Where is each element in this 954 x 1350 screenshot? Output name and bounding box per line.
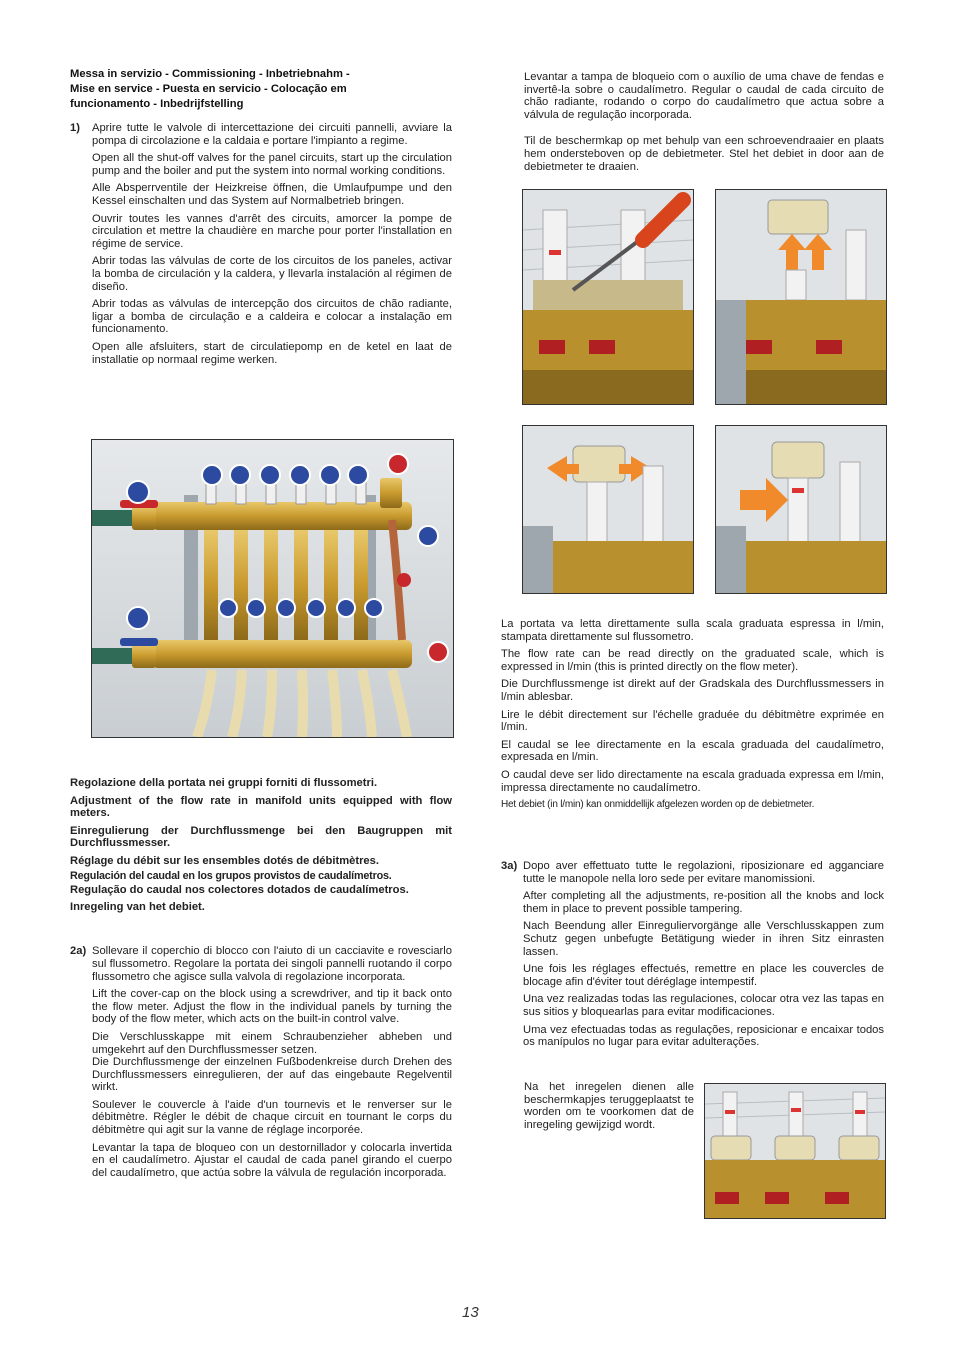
dutch-note: Na het inregelen dienen alle beschermkapjes teruggeplaatst te worden om te voorkomen dat de inregeling gewijzigd wordt.	[524, 1081, 694, 1131]
flow-headings: Regolazione della portata nei gruppi forniti di flussometri. Adjustment of the flow rate in manifold units equipped with flow meters. Einregulierung der Durchflussmenge bei den Baugruppen mit Durchflussmesser. Réglage du débit sur les ensembles dotés de débitmètres. Regulación del caudal en los grupos provistos de caudalímetros. Regulação do caudal nos colectores dotados de caudalímetros. Inregeling van het debiet.	[70, 777, 452, 913]
left-column-top	[70, 67, 452, 371]
step-2a: 2a) Sollevare il coperchio di blocco con l'aiuto di un cacciavite e rovesciarlo sul flussometro. Regolare la portata dei singoli pannelli ruotando il corpo flussometro che agisce sulla valvola di regolazione incorporata. Lift the cover-cap on the block using a screwdriver, and tip it back onto the flow meter. Adjust the flow in the individual panels by turning the body of the flow meter, which acts on the built-in control valve. Die Verschlusskappe mit einem Schraubenzieher abheben und umgekehrt auf den Durchflussmesser setzen. Die Durchflussmenge der einzelnen Fußbodenkreise durch Drehen des Durchflussmessers einregulieren, der auf das eingebaute Regelventil wirkt. Soulever le couvercle à l'aide d'un tournevis et le renverser sur le débitmètre. Régler le débit de chaque circuit en tournant le corps du débitmètre qui agit sur la vanne de réglage incorporée. Levantar la tapa de bloqueo con un destornillador y colocarla invertida en el caudalímetro. Ajustar el caudal de cada panel girando el cuerpo del caudalímetro, que actúa sobre la válvula de regulación incorporada.	[70, 945, 452, 1179]
step-number: 1)	[70, 122, 80, 134]
step-photo-rotate	[522, 425, 694, 594]
manifold-illustration	[92, 440, 453, 737]
section-heading: Messa in servizio - Commissioning - Inbetriebnahm - Mise en service - Puesta en servicio - Colocação em funcionamento - Inbedrijfstelling	[70, 68, 350, 110]
right-column-bottom	[501, 860, 884, 1054]
step-number: 3a)	[501, 860, 518, 872]
left-column-bottom	[70, 777, 452, 1184]
final-photo-caps	[704, 1083, 886, 1219]
step-3a: 3a) Dopo aver effettuato tutte le regolazioni, riposizionare ed agganciare tutte le manopole nella loro sede per evitare manomissioni. After completing all the adjustments, re-position all the knobs and lock them in place to prevent possible tampering. Nach Beendung aller Einreguliervorgänge alle Verschlusskappen zum Schutz gegen unbefugte Betätigung wieder in ihren Sitz einrasten lassen. Une fois les réglages effectués, remettre en place les couvercles de blocage afin d'éviter tout déréglage intempestif. Una vez realizadas todas las regulaciones, colocar otra vez las tapas en sus sitios y bloquearlas para evitar modificaciones. Uma vez efectuadas todas as regulações, reposicionar e encaixar todos os manípulos no lugar para evitar adulterações.	[501, 860, 884, 1049]
page-number: 13	[462, 1304, 479, 1321]
step-photo-screwdriver	[522, 189, 694, 405]
step-photo-push	[715, 425, 887, 594]
step-photo-lift-cap	[715, 189, 887, 405]
right-column-top: Levantar a tampa de bloqueio com o auxílio de uma chave de fendas e invertê-la sobre o caudalímetro. Regular o caudal de cada circuito de chão radiante, rodando o corpo do caudalímetro que actua sobre a válvula de regulação incorporada. Til de beschermkap op met behulp van een schroevendraaier en plaats hem ondersteboven op de debietmeter. Stel het debiet in door aan de debietmeter te draaien.	[524, 71, 884, 173]
right-column-middle: La portata va letta direttamente sulla scala graduata espressa in l/min, stampata direttamente sul flussometro. The flow rate can be read directly on the graduated scale, which is expressed in l/min (this is printed directly on the flow meter). Die Durchflussmenge ist direkt auf der Gradskala des Durchflussmessers in l/min ablesbar. Lire le débit directement sur l'échelle graduée du débitmètre exprimée en l/min. El caudal se lee directamente en la escala graduada del caudalímetro, expresada en l/min. O caudal deve ser lido directamente na escala graduada expressa em l/min, impressa directamente no caudalímetro. Het debiet (in l/min) kan onmiddellijk afgelezen worden op de debietmeter.	[501, 618, 884, 811]
step-number: 2a)	[70, 945, 87, 958]
step-1: 1) Aprire tutte le valvole di intercettazione dei circuiti pannelli, avviare la pompa di circolazione e la caldaia e portare l'impianto a regime. Open all the shut-off valves for the panel circuits, start up the circulation pump and the boiler and put the system into normal working conditions. Alle Absperrventile der Heizkreise öffnen, die Umlaufpumpe und den Kessel einschalten und das System auf Normalbetrieb bringen. Ouvrir toutes les vannes d'arrêt des circuits, amorcer la pompe de circulation et mettre la chaudière en marche pour porter l'installation en régime de service. Abrir todas las válvulas de corte de los circuitos de los paneles, activar la bomba de circulación y la caldera, y llevarla instalación al régimen de diseño. Abrir todas as válvulas de intercepção dos circuitos de chão radiante, ligar a bomba de circulação e a caldeira e colocar a instalação em funcionamento. Open alle afsluiters, start de circulatiepomp en de ketel en laat de installatie op normaal regime werken.	[70, 122, 452, 366]
manifold-figure	[91, 439, 454, 738]
